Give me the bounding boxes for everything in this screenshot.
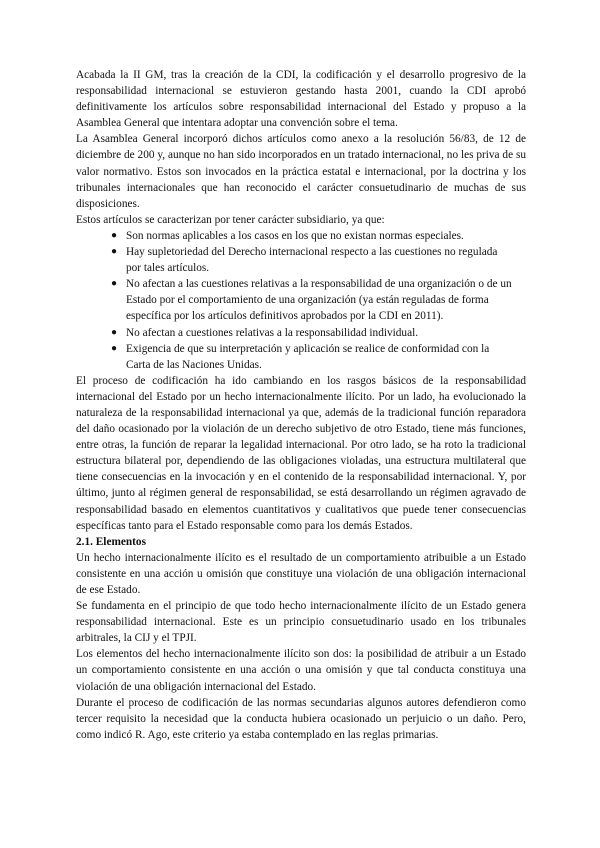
paragraph-definition: Un hecho internacionalmente ilícito es el resultado de un comportamiento atribuible a un Estado consistente en una acción u omisión que constituye una violación de una obligación internacional de ese Estado. <box>76 551 526 596</box>
list-item: ● Exigencia de que su interpretación y aplicación se realice de conformidad con la Carta de las Naciones Unidas. <box>111 342 490 371</box>
list-item: ● No afectan a cuestiones relativas a la responsabilidad individual. <box>76 325 526 341</box>
paragraph-principle: Se fundamenta en el principio de que todo hecho internacionalmente ilícito de un Estado genera responsabilidad internacional. Este es un principio consuetudinario usado en los tribunales arbitrales, la CIJ y el TPJI. <box>76 600 526 645</box>
paragraph-codification-history: Acabada la II GM, tras la creación de la CDI, la codificación y el desarrollo progresivo de la responsabilidad internacional se estuvieron gestando hasta 2001, cuando la CDI aprobó definitivamente los artículos sobre responsabilidad internacional del Estado y propuso a la Asamblea General que intentara adoptar una convención sobre el tema. <box>76 69 526 130</box>
list-intro: Estos artículos se caracterizan por tener carácter subsidiario, ya que: <box>76 213 385 226</box>
bullet-icon: ● <box>111 278 118 290</box>
bullet-icon: ● <box>111 342 118 354</box>
bullet-icon: ● <box>111 229 118 241</box>
paragraph-codification-process: El proceso de codificación ha ido cambiando en los rasgos básicos de la responsabilidad internacional del Estado por un hecho internacionalmente ilícito. Por un lado, ha evolucionado la naturaleza de la responsabilidad internacional ya que, además de la tradicional función reparadora del daño ocasionado por la violación de un derecho subjetivo de otro Estado, tiene más funciones, entre otras, la función de reparar la legalidad internacional. Por otro lado, se ha roto la tradicional estructura bilateral por, dependiendo de las obligaciones violadas, una estructura multilateral que tiene consecuencias en la invocación y en el contenido de la responsabilidad internacional. Y, por último, junto al régimen general de responsabilidad, se está desarrollando un régimen agravado de responsabilidad basado en elementos cuantitativos y cualitativos que puede tener consecuencias específicas tanto para el Estado responsable como para los demás Estados. <box>76 374 526 532</box>
characteristics-list <box>76 228 526 373</box>
paragraph-elements: Los elementos del hecho internacionalmente ilícito son dos: la posibilidad de atribuir a un Estado un comportamiento consistente en una acción o una omisión y que tal conducta constituya una violación de una obligación internacional del Estado. <box>76 648 526 693</box>
paragraph-third-requirement: Durante el proceso de codificación de las normas secundarias algunos autores defendieron como tercer requisito la necesidad que la conducta hubiera ocasionado un perjuicio o un daño. Pero, como indicó R. Ago, este criterio ya estaba contemplado en las reglas primarias. <box>76 696 526 741</box>
section-heading: 2.1. Elementos <box>76 535 146 548</box>
list-item: ● No afectan a las cuestiones relativas a la responsabilidad de una organización o de un Estado por el comportamiento de una organización (ya están reguladas de forma específica por los artículos definitivos aprobados por la CDI en 2011). <box>111 278 512 323</box>
paragraph-resolution-56-83: La Asamblea General incorporó dichos artículos como anexo a la resolución 56/83, de 12 de diciembre de 200 y, aunque no han sido incorporados en un tratado internacional, no les priva de su valor normativo. Estos son invocados en la práctica estatal e internacional, por la doctrina y los tribunales internacionales que han reconocido el carácter consuetudinario de muchas de sus disposiciones. <box>76 133 526 210</box>
document-page <box>76 67 526 743</box>
list-item: ● Son normas aplicables a los casos en los que no existan normas especiales. <box>76 228 526 244</box>
bullet-icon: ● <box>111 246 118 258</box>
list-item: ● Hay supletoriedad del Derecho internacional respecto a las cuestiones no regulada por tales artículos. <box>111 246 498 275</box>
bullet-icon: ● <box>111 326 118 338</box>
